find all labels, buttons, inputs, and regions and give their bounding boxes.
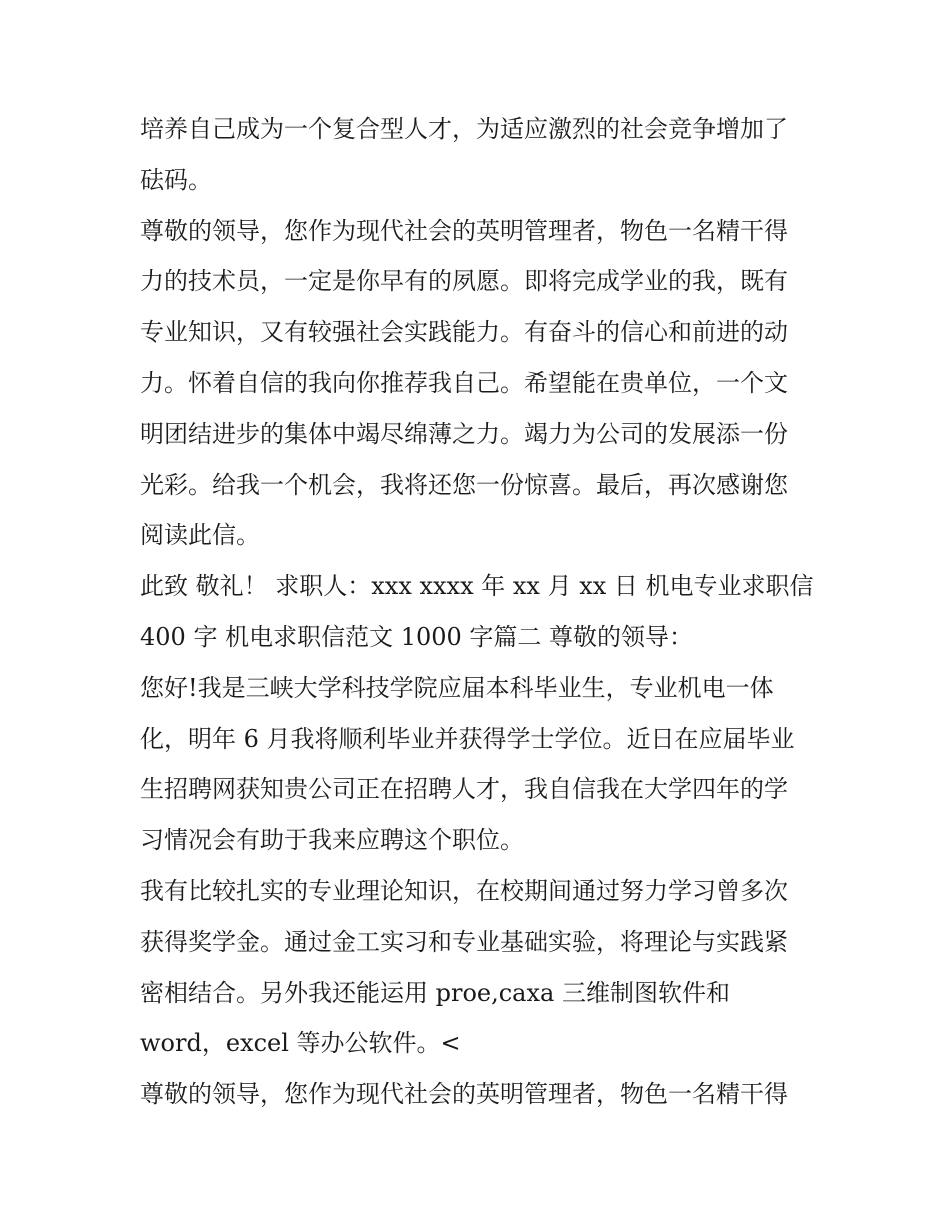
- text-line: 培养自己成为一个复合型人才，为适应激烈的社会竞争增加了: [140, 115, 788, 143]
- text-line: 化，明年 6 月我将顺利毕业并获得学士学位。近日在应届毕业: [140, 724, 795, 753]
- text-line: word，excel 等办公软件。<: [140, 1029, 461, 1058]
- text-line: 力。怀着自信的我向你推荐我自己。希望能在贵单位，一个文: [140, 368, 788, 397]
- text-line: 此致 敬礼！ 求职人：xxx xxxx 年 xx 月 xx 日 机电专业求职信: [140, 572, 814, 601]
- text-line: 尊敬的领导，您作为现代社会的英明管理者，物色一名精干得: [140, 216, 788, 245]
- text-line: 习情况会有助于我来应聘这个职位。: [140, 826, 524, 855]
- text-line: 力的技术员，一定是你早有的夙愿。即将完成学业的我，既有: [140, 267, 788, 296]
- document-body: [140, 104, 820, 1120]
- text-line: 您好!我是三峡大学科技学院应届本科毕业生，专业机电一体: [140, 673, 774, 702]
- text-line: 尊敬的领导，您作为现代社会的英明管理者，物色一名精干得: [140, 1080, 788, 1109]
- text-line: 生招聘网获知贵公司正在招聘人才，我自信我在大学四年的学: [140, 775, 788, 804]
- text-line: 我有比较扎实的专业理论知识，在校期间通过努力学习曾多次: [140, 876, 788, 905]
- text-line: 400 字 机电求职信范文 1000 字篇二 尊敬的领导：: [140, 622, 694, 651]
- text-line: 砝码。: [140, 165, 212, 194]
- text-line: 明团结进步的集体中竭尽绵薄之力。竭力为公司的发展添一份: [140, 419, 788, 448]
- text-line: 专业知识，又有较强社会实践能力。有奋斗的信心和前进的动: [140, 318, 788, 347]
- text-line: 获得奖学金。通过金工实习和专业基础实验，将理论与实践紧: [140, 927, 788, 956]
- text-line: 密相结合。另外我还能运用 proe,caxa 三维制图软件和: [140, 978, 730, 1007]
- text-line: 阅读此信。: [140, 521, 260, 550]
- text-line: 光彩。给我一个机会，我将还您一份惊喜。最后，再次感谢您: [140, 470, 788, 499]
